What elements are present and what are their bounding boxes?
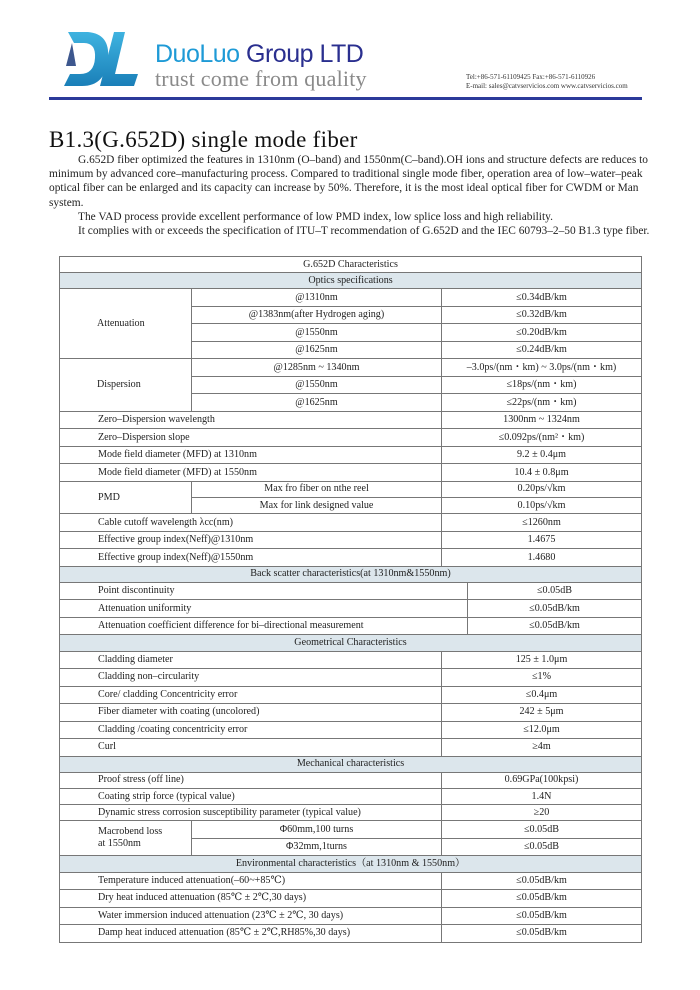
company-name [155,40,363,69]
table-title-row [60,257,642,273]
contact-phone-fax: Tel:+86-571-61109425 Fax:+86-571-6110926 [466,73,596,81]
condition-cell: @1625nm [192,394,442,412]
table-row [60,890,642,908]
label-cell: Effective group index(Neff)@1550nm [60,549,442,567]
value-cell: ≤0.05dB/km [442,925,642,943]
section-backscatter: Back scatter characteristics(at 1310nm&1550nm) [60,566,642,582]
section-environmental: Environmental characteristics（at 1310nm & 1550nm） [60,856,642,872]
macrobend-label [60,821,192,856]
value-cell: ≥20 [442,805,642,821]
company-logo [62,28,142,90]
value-cell: ≤0.4μm [442,686,642,704]
table-row [60,531,642,549]
contact-email-web: E-mail: sales@catvservicios.com www.catvservicios.com [466,82,628,90]
value-cell: ≤0.32dB/km [442,306,642,324]
label-cell: Curl [60,739,442,757]
label-cell: Dynamic stress corrosion susceptibility parameter (typical value) [60,805,442,821]
label-cell: Water immersion induced attenuation (23℃ ± 2℃, 30 days) [60,907,442,925]
table-row [60,805,642,821]
value-cell: 10.4 ± 0.8μm [442,464,642,482]
pmd-label: PMD [60,481,192,513]
value-cell: 9.2 ± 0.4μm [442,446,642,464]
table-row [60,289,642,307]
value-cell: 125 ± 1.0μm [442,651,642,669]
value-cell: ≤0.24dB/km [442,341,642,359]
company-slogan: trust come from quality [155,66,367,91]
value-cell: 1300nm ~ 1324nm [442,411,642,429]
table-row [60,651,642,669]
value-cell: ≤0.05dB/km [468,600,642,618]
value-cell: ≤22ps/(nm・km) [442,394,642,412]
value-cell: 242 ± 5μm [442,704,642,722]
table-title: G.652D Characteristics [60,257,642,273]
dispersion-label: Dispersion [60,359,192,412]
label-cell: Mode field diameter (MFD) at 1310nm [60,446,442,464]
value-cell: ≤0.05dB/km [442,890,642,908]
condition-cell: @1550nm [192,324,442,342]
value-cell: ≤0.05dB/km [468,617,642,635]
value-cell: 0.10ps/√km [442,498,642,514]
table-row [60,359,642,377]
section-geometrical: Geometrical Characteristics [60,635,642,651]
table-row [60,789,642,805]
value-cell: 1.4675 [442,531,642,549]
intro-paragraph-2: The VAD process provide excellent performance of low PMD index, low splice loss and high reliability. [78,210,553,223]
table-row [60,600,642,618]
value-cell: ≤0.092ps/(nm²・km) [442,429,642,447]
value-cell: ≤18ps/(nm・km) [442,376,642,394]
header-divider [49,97,642,100]
table-row [60,446,642,464]
value-cell: ≤0.20dB/km [442,324,642,342]
value-cell: ≤1260nm [442,514,642,532]
condition-cell: Φ60mm,100 turns [192,821,442,839]
condition-cell: Max fro fiber on nthe reel [192,481,442,497]
value-cell: 1.4680 [442,549,642,567]
spec-table [59,256,642,943]
condition-cell: @1285nm ~ 1340nm [192,359,442,377]
label-cell: Attenuation uniformity [60,600,468,618]
value-cell: ≤0.05dB [442,821,642,839]
label-cell: Attenuation coefficient difference for bi–directional measurement [60,617,468,635]
table-row [60,872,642,890]
label-cell: Zero–Dispersion slope [60,429,442,447]
value-cell: 0.20ps/√km [442,481,642,497]
section-optics: Optics specifications [60,273,642,289]
label-cell: Temperature induced attenuation(–60~+85℃) [60,872,442,890]
macrobend-label-line2: at 1550nm [98,838,141,850]
label-cell: Dry heat induced attenuation (85℃ ± 2℃,30 days) [60,890,442,908]
label-cell: Effective group index(Neff)@1310nm [60,531,442,549]
value-cell: 1.4N [442,789,642,805]
condition-cell: @1625nm [192,341,442,359]
label-cell: Cable cutoff wavelength λcc(nm) [60,514,442,532]
label-cell: Mode field diameter (MFD) at 1550nm [60,464,442,482]
label-cell: Point discontinuity [60,582,468,600]
table-row [60,704,642,722]
label-cell: Cladding /coating concentricity error [60,721,442,739]
label-cell: Cladding diameter [60,651,442,669]
value-cell: 0.69GPa(100kpsi) [442,772,642,788]
table-row [60,739,642,757]
table-row [60,429,642,447]
intro-text [49,153,654,238]
condition-cell: Max for link designed value [192,498,442,514]
table-row [60,549,642,567]
table-row [60,481,642,497]
table-row [60,669,642,687]
label-cell: Coating strip force (typical value) [60,789,442,805]
table-row [60,907,642,925]
section-mechanical: Mechanical characteristics [60,756,642,772]
page-title: B1.3(G.652D) single mode fiber [49,127,358,152]
condition-cell: @1550nm [192,376,442,394]
table-row [60,821,642,839]
table-row [60,721,642,739]
brand-part1: DuoLuo [155,40,240,68]
value-cell: ≤0.05dB/km [442,907,642,925]
value-cell: ≤12.0μm [442,721,642,739]
table-row [60,772,642,788]
table-row [60,617,642,635]
value-cell: ≤0.05dB/km [442,872,642,890]
value-cell: –3.0ps/(nm・km) ~ 3.0ps/(nm・km) [442,359,642,377]
contact-info [466,73,628,91]
value-cell: ≤0.05dB [468,582,642,600]
page-header [0,0,700,102]
label-cell: Core/ cladding Concentricity error [60,686,442,704]
value-cell: ≤0.05dB [442,838,642,856]
brand-part2: Group LTD [239,40,364,68]
intro-paragraph-1: G.652D fiber optimized the features in 1310nm (O–band) and 1550nm(C–band).OH ions and structure defects are reduces to minimum by advanced core–manufacturing process. Compared to traditional single mode fiber, operation area of low–water–peak optical fiber can be enlarged and its capacity can increase by 50%. Therefore, it is the most ideal optical fiber for CWDM or Man system. [49,154,648,209]
condition-cell: @1383nm(after Hydrogen aging) [192,306,442,324]
table-row [60,411,642,429]
value-cell: ≥4m [442,739,642,757]
label-cell: Damp heat induced attenuation (85℃ ± 2℃,RH85%,30 days) [60,925,442,943]
label-cell: Cladding non–circularity [60,669,442,687]
label-cell: Zero–Dispersion wavelength [60,411,442,429]
intro-paragraph-3: It complies with or exceeds the specification of ITU–T recommendation of G.652D and the IEC 60793–2–50 B1.3 type fiber. [78,225,650,238]
attenuation-label: Attenuation [60,289,192,359]
label-cell: Fiber diameter with coating (uncolored) [60,704,442,722]
condition-cell: @1310nm [192,289,442,307]
value-cell: ≤1% [442,669,642,687]
table-row [60,464,642,482]
table-row [60,686,642,704]
table-row [60,514,642,532]
macrobend-label-line1: Macrobend loss [98,826,163,838]
condition-cell: Φ32mm,1turns [192,838,442,856]
table-row [60,925,642,943]
label-cell: Proof stress (off line) [60,772,442,788]
value-cell: ≤0.34dB/km [442,289,642,307]
table-row [60,582,642,600]
